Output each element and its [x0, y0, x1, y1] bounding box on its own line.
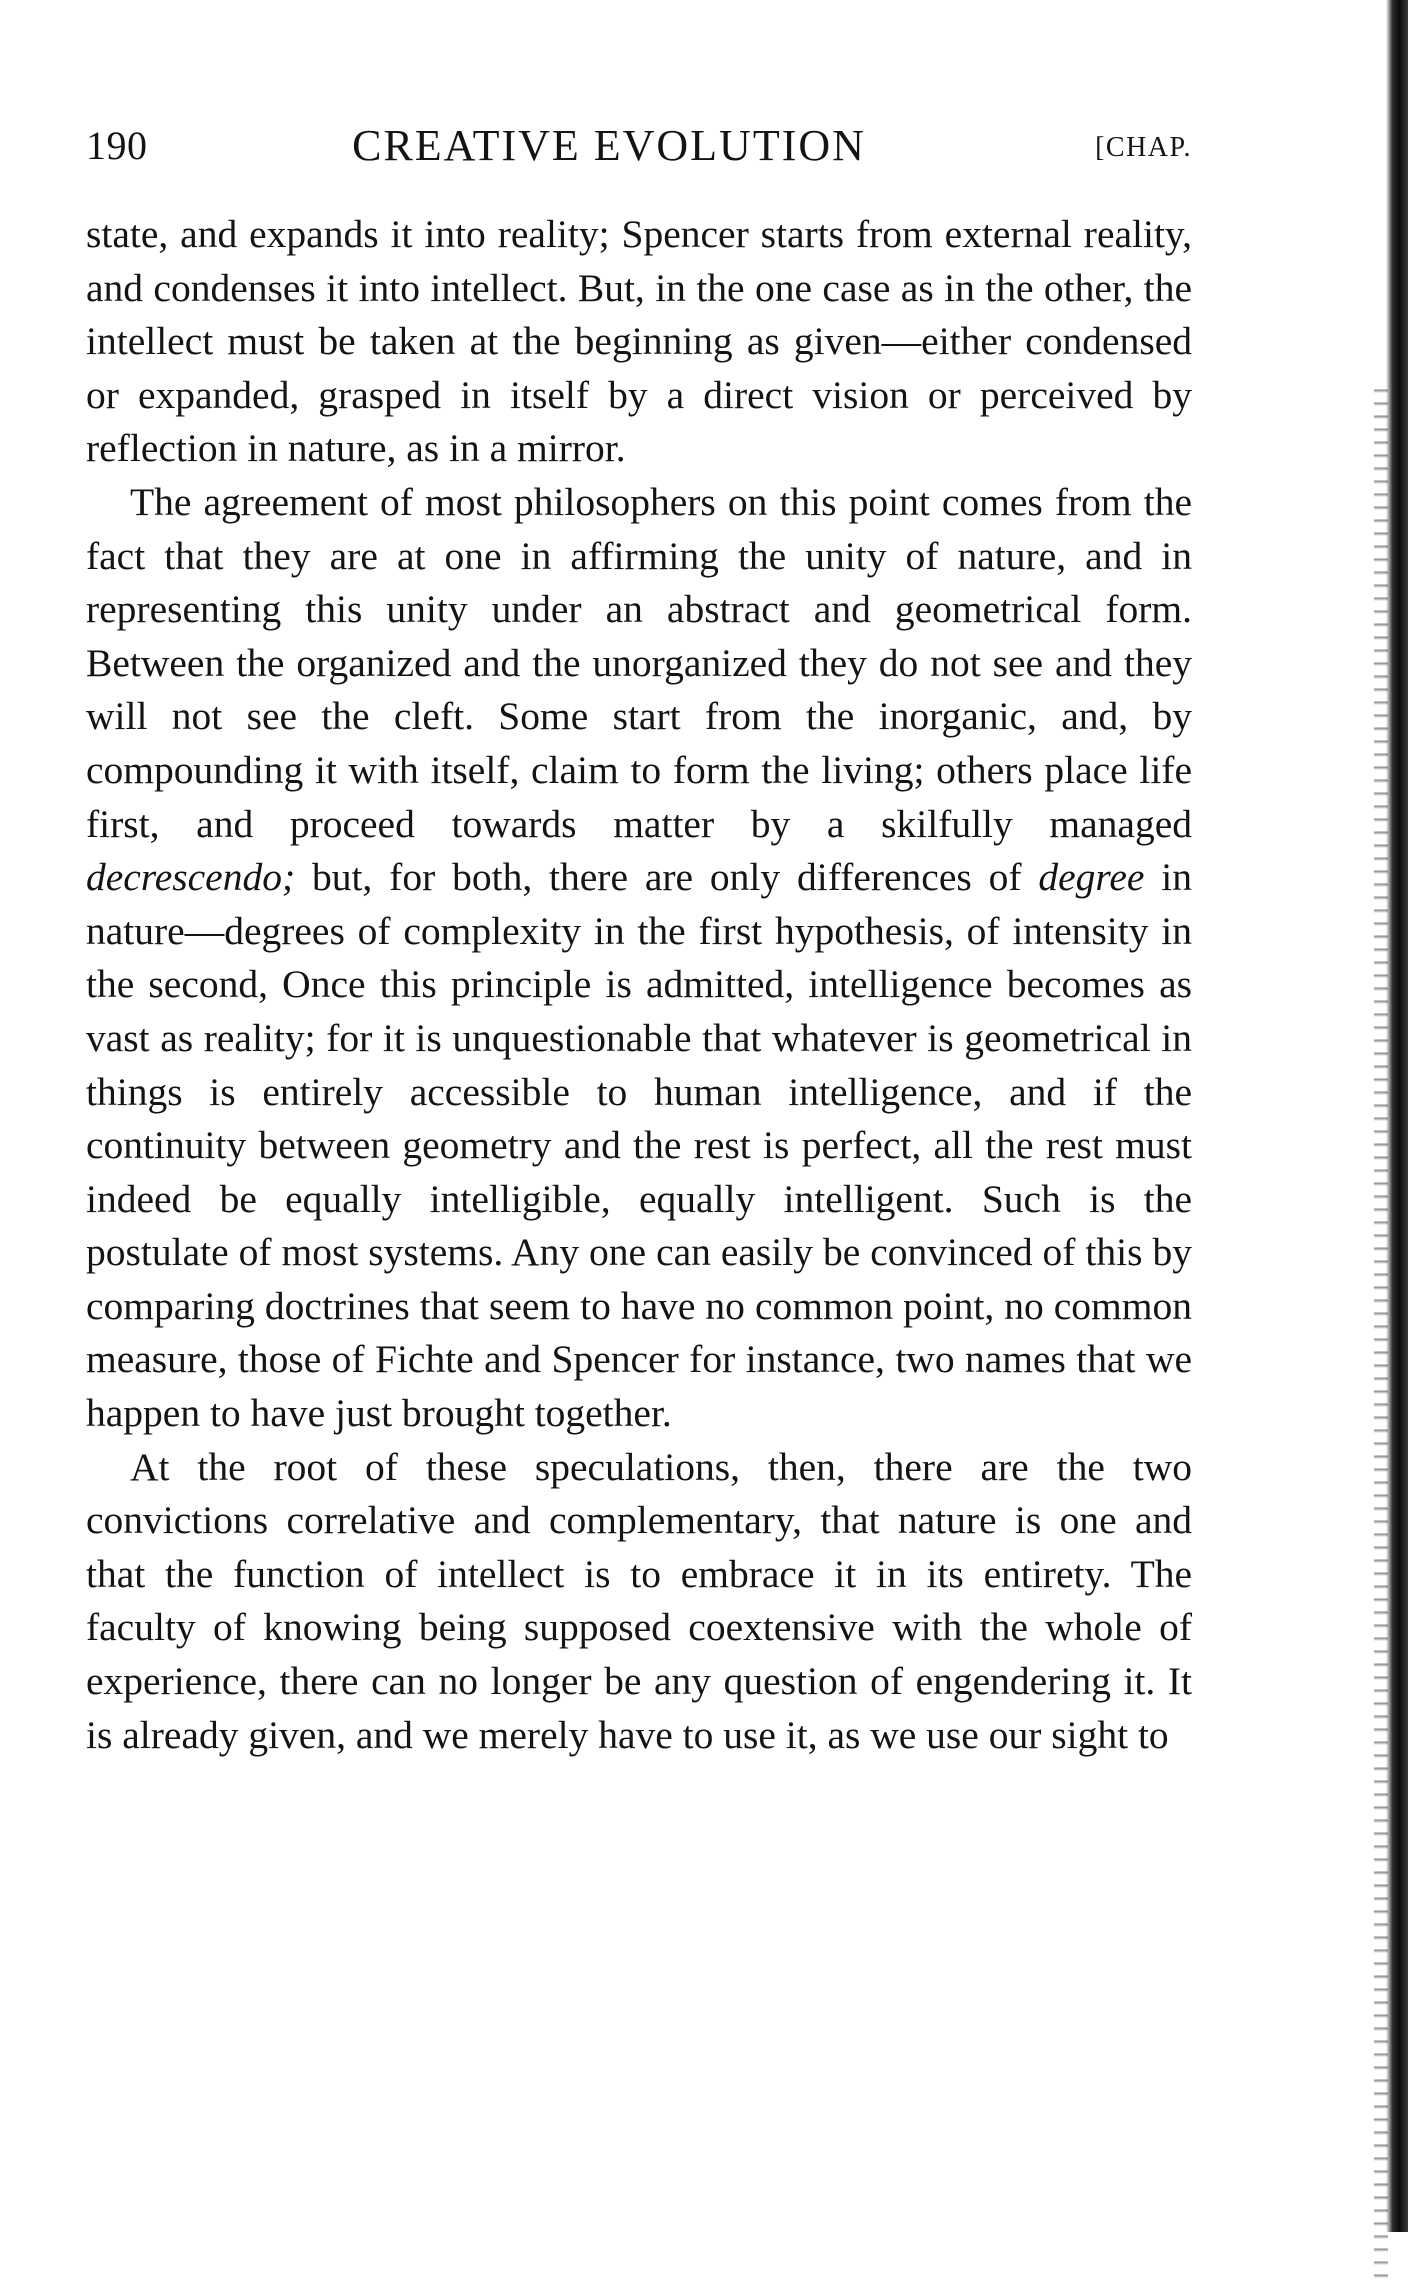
text-segment: in nature—degrees of complexity in the first hypothesis, of intensity in the second, Once this principle is admitted, intelligence becomes as vast as reality; for it is unquestionable that whatever is geometrical in things is entirely accessible to human intelligence, and if the continuity between geometry and the rest is perfect, all the rest must indeed be equally intelligible, equally intelligent. Such is the postulate of most systems. Any one can easily be convinced of this by comparing doctrines that seem to have no common point, no common measure, those of Fichte and Spencer for instance, two names that we happen to have just brought together.: [86, 855, 1192, 1436]
italic-term-degree: degree: [1038, 855, 1145, 900]
scan-edge-shadow: [1386, 0, 1408, 2232]
body-text: [86, 208, 1192, 1762]
text-segment: state, and expands it into reality; Spencer starts from external reality, and condenses it into intellect. But, in the one case as in the other, the intellect must be taken at the beginning as given—either condensed or expanded, grasped in itself by a direct vision or perceived by reflection in nature, as in a mirror.: [86, 212, 1192, 471]
chapter-mark: [CHAP.: [1095, 132, 1192, 163]
text-segment: At the root of these speculations, then, there are the two convictions correlative and complementary, that nature is one and that the function of intellect is to embrace it in its entirety. The faculty of knowing being supposed coextensive with the whole of experience, there can no longer be any question of engendering it. It is already given, and we merely have to use it, as we use our sight to: [86, 1444, 1192, 1757]
italic-term-decrescendo: decrescendo;: [86, 855, 296, 900]
text-segment: The agreement of most philosophers on this point comes from the fact that they are at one in affirming the unity of nature, and in representing this unity under an abstract and geometrical form. Between the organized and the unorganized they do not see and they will not see the cleft. Some start from the inorganic, and, by compounding it with itself, claim to form the living; others place life first, and proceed towards matter by a skilfully managed: [86, 479, 1192, 846]
running-title: CREATIVE EVOLUTION: [352, 121, 866, 170]
paragraph: [86, 476, 1192, 1441]
paragraph: [86, 208, 1192, 476]
paragraph: [86, 1441, 1192, 1763]
scan-edge-speckle: [1374, 380, 1388, 2280]
page-number: 190: [86, 123, 148, 168]
text-segment: but, for both, there are only differences of: [295, 855, 1039, 900]
running-header: [86, 118, 1192, 188]
